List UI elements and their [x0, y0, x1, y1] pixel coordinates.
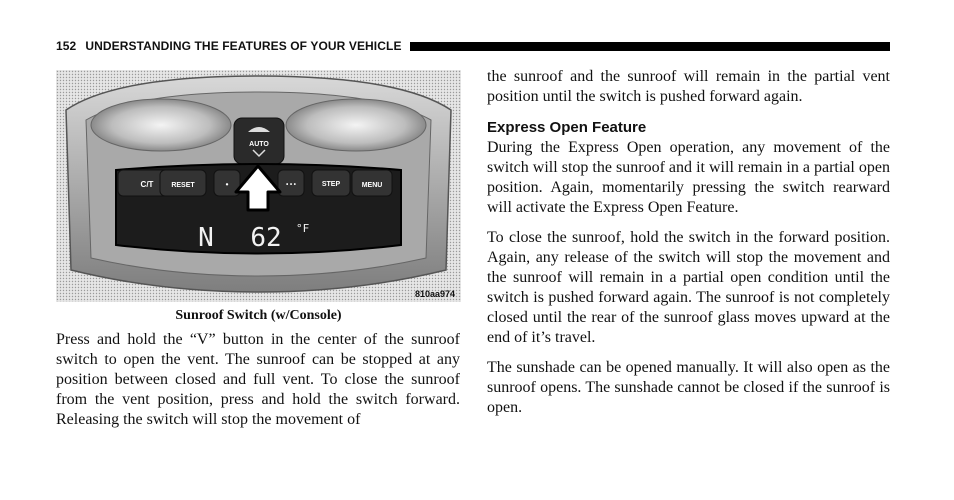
paragraph-continued: the sunroof and the sunroof will remain in the partial vent position until the switch is pushed forward again.	[487, 68, 890, 105]
header-rule	[410, 42, 890, 51]
menu-label: MENU	[361, 182, 383, 189]
temperature-unit: °F	[296, 222, 310, 235]
left-column	[56, 330, 460, 430]
temperature-readout: 62	[250, 223, 282, 253]
dots-label: • • •	[286, 182, 296, 188]
sunroof-switch-figure	[56, 70, 461, 302]
reset-label: RESET	[171, 182, 195, 189]
ct-label: C/T	[140, 180, 154, 189]
paragraph-express-open: During the Express Open operation, any movement of the switch will stop the sunroof and it will remain in a partial open position. Again, momentarily pressing the switch rearward will activate the Express Open Feature.	[487, 139, 890, 216]
step-label: STEP	[321, 181, 341, 188]
paragraph-sunshade: The sunshade can be opened manually. It will also open as the sunroof opens. The sunshade cannot be closed if the sunroof is open.	[487, 359, 890, 416]
subheading-express-open: Express Open Feature	[487, 119, 647, 136]
auto-label: AUTO	[249, 141, 269, 148]
figure-id: 810aa974	[414, 289, 455, 299]
paragraph-vent: Press and hold the “V” button in the center of the sunroof switch to open the vent. The sunroof can be stopped at any position between closed and full vent. To close the sunroof from the vent position, press and hold the switch forward. Releasing the switch will stop the movement of	[56, 331, 460, 428]
page-number: 152	[56, 39, 77, 53]
page-header	[56, 38, 890, 54]
section-title: UNDERSTANDING THE FEATURES OF YOUR VEHICLE	[85, 39, 402, 53]
figure-caption: Sunroof Switch (w/Console)	[175, 308, 342, 323]
dot-label: •	[225, 180, 229, 189]
paragraph-close: To close the sunroof, hold the switch in the forward position. Again, any release of the switch will stop the movement and the sunroof will remain in a partial open condition until the switch is pushed forward again. The sunroof is not completely closed until the rear of the sunroof glass moves upward at the end of it’s travel.	[487, 229, 890, 346]
compass-readout: N	[198, 223, 214, 253]
right-column	[487, 67, 890, 418]
